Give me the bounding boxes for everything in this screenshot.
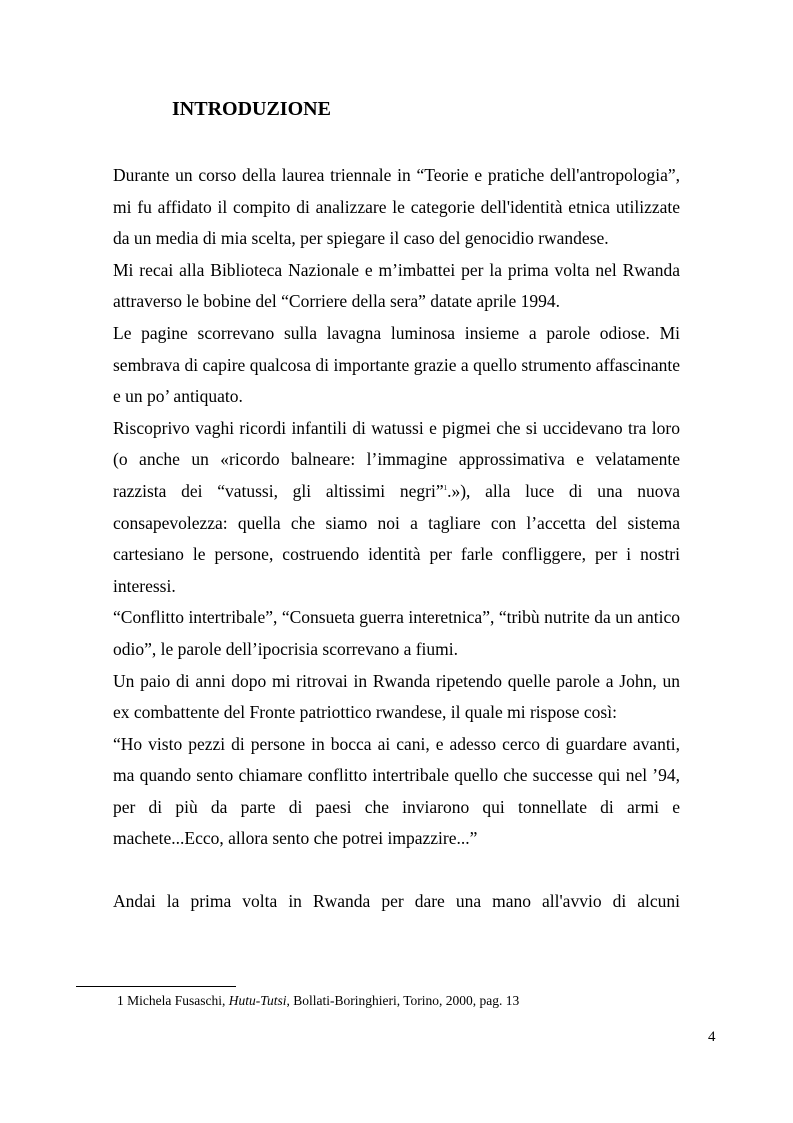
- footnote-author: Michela Fusaschi,: [127, 993, 226, 1008]
- paragraph-text: Riscoprivo vaghi ricordi infantili di watussi e pigmei che si uccidevano tra loro (o anche un «ricordo balneare: l’immagine approssimativa e velatamente razzista dei “vatussi, gli altissimi negri”: [113, 417, 680, 501]
- footnote-divider: [76, 986, 236, 987]
- paragraph: Le pagine scorrevano sulla lavagna luminosa insieme a parole odiose. Mi sembrava di capire qualcosa di importante grazie a quello strumento affascinante e un po’ antiquato.: [113, 322, 680, 407]
- paragraph-with-footnote: [113, 413, 680, 603]
- paragraph: Andai la prima volta in Rwanda per dare una mano all'avvio di alcuni: [113, 891, 680, 912]
- paragraph: “Conflitto intertribale”, “Consueta guerra interetnica”, “tribù nutrite da un antico odio”, le parole dell’ipocrisia scorrevano a fiumi.: [113, 607, 680, 659]
- page-title: INTRODUZIONE: [172, 98, 331, 120]
- paragraph: Durante un corso della laurea triennale in “Teorie e pratiche dell'antropologia”, mi fu affidato il compito di analizzare le categorie dell'identità etnica utilizzate da un media di mia scelta, per spiegare il caso del genocidio rwandese.: [113, 165, 680, 249]
- paragraph-text: .»), alla luce di una nuova consapevolezza: quella che siamo noi a tagliare con l’accetta del sistema cartesiano le persone, costruendo identità per farle confliggere, per i nostri interessi.: [113, 480, 680, 596]
- page-number: 4: [708, 1029, 716, 1045]
- quote-paragraph: “Ho visto pezzi di persone in bocca ai cani, e adesso cerco di guardare avanti, ma quando sento chiamare conflitto intertribale quello che successe qui nel ’94, per di più da parte di paesi che inviarono qui tonnellate di armi e machete...Ecco, allora sento che potrei impazzire...”: [113, 733, 680, 849]
- body-text: [113, 160, 680, 918]
- footnote-reference[interactable]: 1: [443, 484, 448, 493]
- footnote: [117, 992, 519, 1010]
- paragraph: Mi recai alla Biblioteca Nazionale e m’imbattei per la prima volta nel Rwanda attraverso le bobine del “Corriere della sera” datate aprile 1994.: [113, 259, 680, 312]
- footnote-details: , Bollati-Boringhieri, Torino, 2000, pag. 13: [286, 993, 520, 1008]
- footnote-title: Hutu-Tutsi: [228, 993, 287, 1008]
- footnote-number: 1: [117, 993, 124, 1008]
- paragraph: Un paio di anni dopo mi ritrovai in Rwanda ripetendo quelle parole a John, un ex combattente del Fronte patriottico rwandese, il quale mi rispose così:: [113, 670, 680, 723]
